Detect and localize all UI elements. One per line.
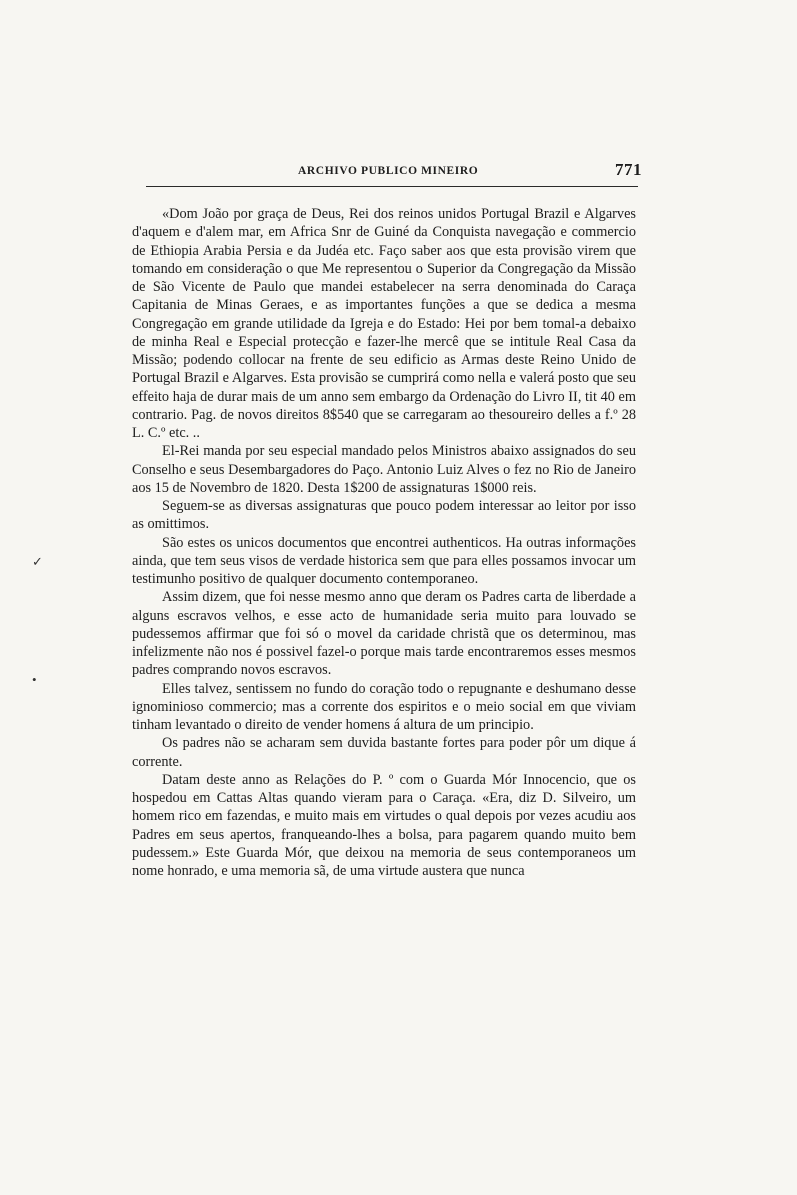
running-title: ARCHIVO PUBLICO MINEIRO	[298, 165, 479, 177]
page-number: 771	[615, 160, 642, 179]
page-header	[136, 160, 642, 184]
paragraph-commerce: Elles talvez, sentissem no fundo do coração todo o repugnante e deshumano desse ignominioso commercio; mas a corrente dos espiritos e o meio social em que viviam tinham levantado o direito de vender homens á altura de um principio.	[132, 680, 636, 733]
margin-check-mark: ✓	[32, 554, 43, 569]
paragraph-documents: São estes os unicos documentos que encontrei authenticos. Ha outras informações ainda, que tem seus visos de verdade historica sem que para elles possamos invocar um testimunho positivo de qualquer documento contemporaneo.	[132, 534, 636, 587]
paragraph-el-rei: El-Rei manda por seu especial mandado pelos Ministros abaixo assignados do seu Conselho e seus Desembargadores do Paço. Antonio Luiz Alves o fez no Rio de Janeiro aos 15 de Novembro de 1820. Desta 1$200 de assignaturas 1$000 reis.	[132, 443, 636, 496]
paragraph-liberty: Assim dizem, que foi nesse mesmo anno que deram os Padres carta de liberdade a alguns escravos velhos, e esse acto de humanidade seria muito para louvado se pudessemos affirmar que foi só o movel da caridade christã que os determinou, mas infelizmente não nos é possivel fazel-o porque mais tarde encontraremos esses mesmos padres comprando novos escravos.	[132, 589, 636, 679]
paragraph-padres: Os padres não se acharam sem duvida bastante fortes para poder pôr um dique á corrente.	[132, 735, 636, 770]
paragraph-provision: «Dom João por graça de Deus, Rei dos reinos unidos Portugal Brazil e Algarves d'aquem e d'alem mar, em Africa Snr de Guiné da Conquista navegação e commercio de Ethiopia Arabia Persia e da Judéa etc. Faço saber aos que esta provisão virem que tomando em consideração o que Me representou o Superior da Congregação da Missão de São Vicente de Paulo que mandei estabelecer na serra denominada do Caraça Capitania de Minas Geraes, e as importantes funções a que se dedica a mesma Congregação em grande utilidade da Igreja e do Estado: Hei por bem tomal-a debaixo de minha Real e Especial protecção e fazer-lhe mercê que se intitule Real Casa da Missão; podendo collocar na frente de seu edificio as Armas deste Reino Unido de Portugal Brazil e Algarves. Esta provisão se cumprirá como nella e valerá posto que seu effeito haja de durar mais de um anno sem embargo da Ordenação do Livro II, tit 40 em contrario. Pag. de novos direitos 8$540 que se carregaram ao thesoureiro delles a f.º 28 L. C.º etc. ..	[132, 206, 636, 441]
paragraph-signatures: Seguem-se as diversas assignaturas que pouco podem interessar ao leitor por isso as omittimos.	[132, 498, 636, 533]
paragraph-guarda-mor: Datam deste anno as Relações do P. º com o Guarda Mór Innocencio, que os hospedou em Cattas Altas quando vieram para o Caraça. «Era, diz D. Silveiro, um homem rico em fazendas, e muito mais em virtudes o qual depois por vezes acudiu aos Padres em seus apertos, franqueando-lhes a bolsa, para pagarem quando muito bem pudessem.» Este Guarda Mór, que deixou na memoria de seus contemporaneos um nome honrado, e uma memoria sã, de uma virtude austera que nunca	[132, 771, 636, 879]
margin-dot-mark: •	[32, 672, 37, 687]
body-text	[132, 205, 636, 880]
header-rule	[146, 186, 638, 187]
